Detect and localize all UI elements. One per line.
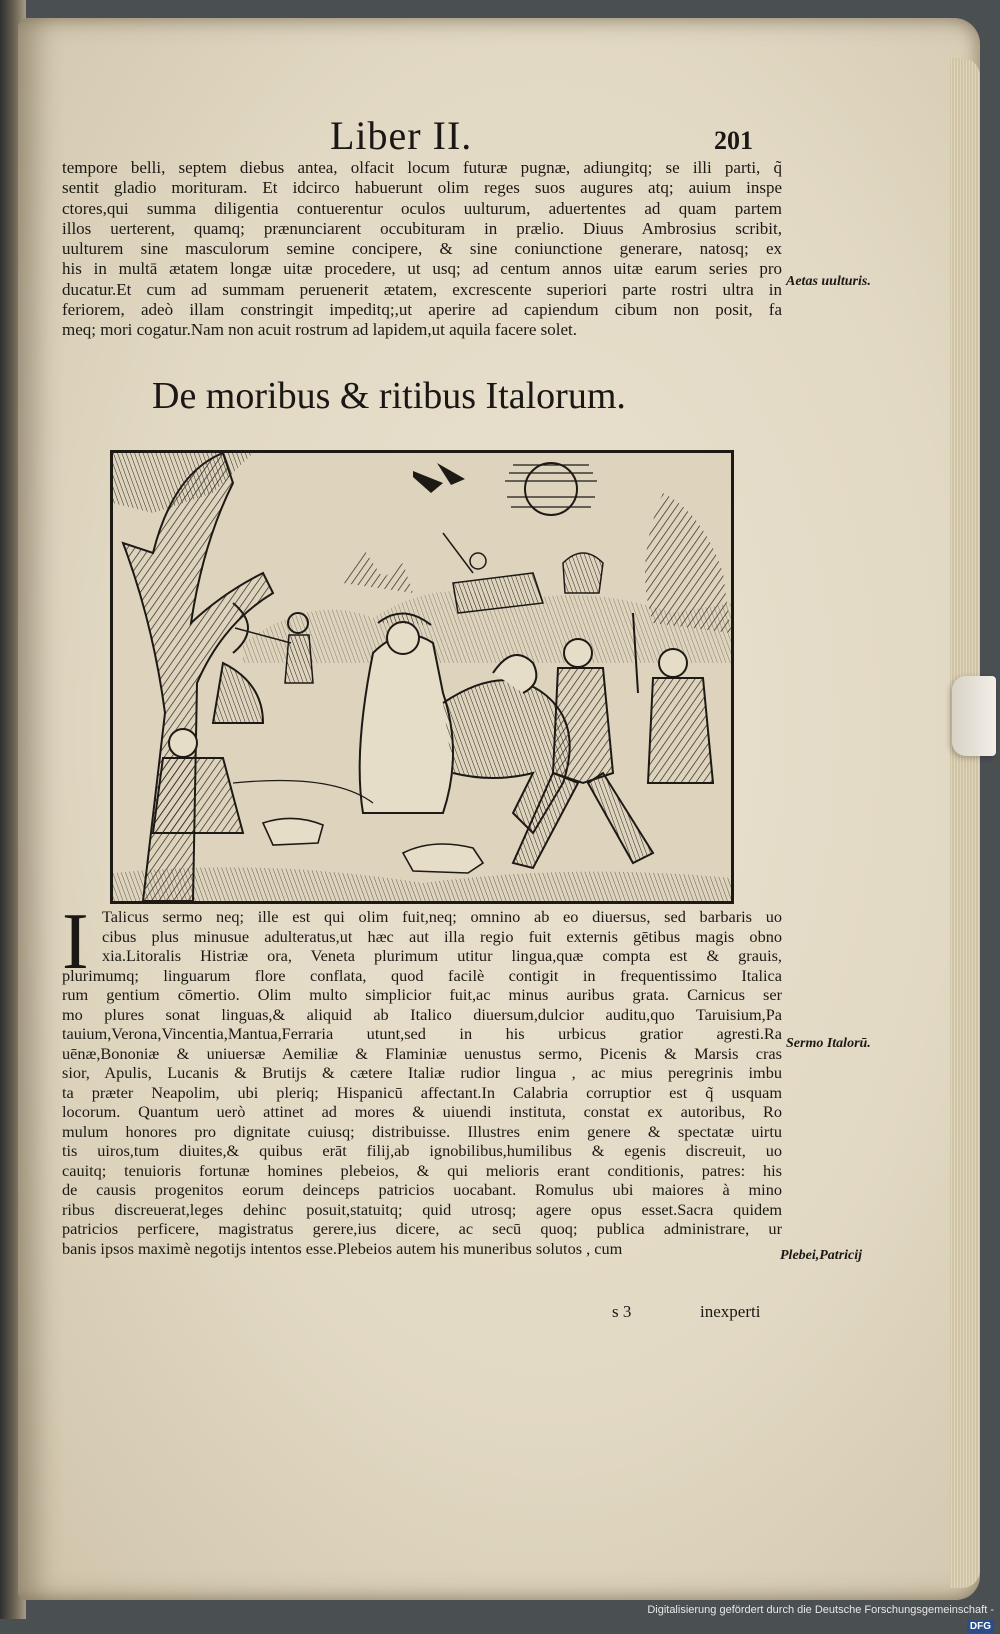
text-line: sior, Apulis, Lucanis & Brutijs & cætere Italiæ rudior lingua , ac mius peregrinis imbu [62, 1063, 782, 1082]
digitization-credit [620, 1602, 1000, 1632]
text-line: uulturem sine masculorum semine concipere, & sine coniunctione generare, natosq; ex [62, 239, 782, 259]
margin-note-plebei: Plebei,Patricij [780, 1248, 863, 1263]
text-line: tis uiros,tum diuites,& quibus erāt filij,ab ignobilibus,humilibus & egenis discreuit, uo [62, 1141, 782, 1160]
text-line: sentit gladio morituram. Et idcirco habuerunt olim reges suos augures atq; auium inspe [62, 178, 782, 198]
text-line: mulum honores pro dignitate cuiusq; distribuisse. Illustres enim genere & spectatæ uirtu [62, 1121, 782, 1141]
catchword: inexperti [700, 1302, 761, 1321]
running-head: Liber II. [330, 113, 473, 158]
paragraph-vultures [62, 158, 782, 341]
credit-text: Digitalisierung gefördert durch die Deutsche Forschungsgemeinschaft - [647, 1604, 994, 1616]
text-line: banis ipsos maximè negotijs intentos esse.Plebeios autem his muneribus solutos , cum [62, 1238, 623, 1258]
bookmark-tab [952, 676, 996, 756]
text-line: mo plures sonat linguas,& aliquid ab Italico diuersum,dulcior auditu,quo Taruisium,Pa [62, 1004, 782, 1024]
text-line: locorum. Quantum uerò attinet ad mores & uiuendi instituta, constat ex autoribus, Ro [62, 1102, 782, 1121]
woodcut-drawing [113, 453, 731, 901]
page-edges [950, 58, 980, 1588]
text-line: ctores,qui summa diligentia contuerentur oculos uulturum, aduertentes ad quam partem [62, 198, 782, 218]
text-line: tempore belli, septem diebus antea, olfacit locum futuræ pugnæ, adiungitq; se illi parti, q̃ [62, 158, 782, 177]
signature-mark: s 3 [612, 1302, 632, 1321]
text-line: Talicus sermo neq; ille est qui olim fuit,neq; omnino ab eo diuersus, sed barbaris uo [102, 907, 782, 926]
margin-note-sermo: Sermo Italorū. [786, 1036, 871, 1051]
text-line: ta præter Neapolim, ubi pleriq; Hispanicū affectant.In Calabria corruptior est q̃ usquam [62, 1082, 782, 1102]
text-line: tauium,Verona,Vincentia,Mantua,Ferraria utunt,sed in his urbicus gratior agresti.Ra [62, 1024, 782, 1043]
text-line: meq; mori cogatur.Nam non acuit rostrum ad lapidem,ut aquila facere solet. [62, 320, 578, 340]
dfg-logo: DFG [967, 1620, 994, 1633]
drop-cap: I [62, 898, 89, 986]
text-line: feriorem, adeò illam constringit impeditq;,ut aperire ad capiendum cibum non posit, fa [62, 300, 782, 320]
text-line: plurimumq; linguarum flore conflata, quod facilè contigit in frequentissimo Italica [62, 965, 782, 985]
text-line: ribus discreuerat,leges dehinc posuit,statuitq; quid utrosq; agere opus esset.Sacra quidem [62, 1199, 782, 1219]
text-line: xia.Litoralis Histriæ ora, Veneta plurimum utitur lingua,quæ compta est & grauis, [102, 946, 782, 965]
text-line: illos uerterent, quamq; prænunciarent occubituram in prælio. Diuus Ambrosius scribit, [62, 218, 782, 238]
text-line: rum gentium cōmertio. Olim multo simplicior fuit,ac minus auribus grata. Carnicus ser [62, 985, 782, 1004]
text-line: his in multā ætatem longæ uitæ procedere, ut usq; ad centum annos uitæ earum series pro [62, 259, 782, 279]
text-line: patricios perficere, magistratus gerere,ius dicere, ac secū quoq; publica administrare, ur [62, 1219, 782, 1238]
section-title: De moribus & ritibus Italorum. [152, 375, 626, 417]
text-line: ducatur.Et cum ad summam peruenerit ætatem, excrescente superiori parte rostri ultra in [62, 279, 782, 299]
paragraph-italian-customs [62, 898, 782, 1258]
text-line: cibus plus minusue adulteratus,ut hæc aut illa regio fuit externis gētibus magis obno [102, 926, 782, 946]
text-line: uēnæ,Bononiæ & uniuersæ Aemiliæ & Flaminiæ uenustus sermo, Picenis & Marsis cras [62, 1043, 782, 1063]
margin-note-aetas: Aetas uulturis. [786, 274, 871, 289]
text-line: cauitq; tenuioris fortunæ homines plebeios, & qui melioris erant conditionis, patres: his [62, 1160, 782, 1180]
woodcut-illustration [110, 450, 734, 904]
text-line: de causis progenitos eorum deinceps patricios uocabant. Romulus ubi maiores à mino [62, 1180, 782, 1199]
page-number: 201 [714, 126, 753, 155]
